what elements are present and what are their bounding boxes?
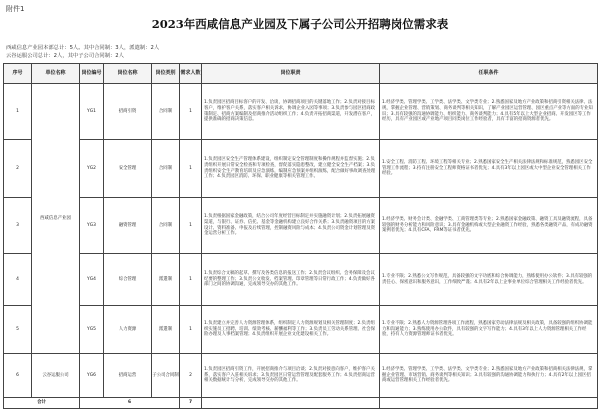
position-code: YG5 [80, 306, 104, 354]
header-cell: 岗位职责 [202, 64, 380, 84]
row-number: 1 [4, 84, 32, 140]
position-name: 招商引资 [104, 84, 152, 140]
position-count: 1 [180, 254, 202, 306]
header-cell: 单位名称 [32, 64, 80, 84]
position-duty: 1.负责根据国家金融政策，结合公司年度经营目标制定并实施融资计划；2.负责拓展融资渠道，与银行、证券、信托、基金等金融机构建立良好合作关系；3.负责融资项目的方案设计、资料准备、申报及后续管理，控制融资风险与成本；4.负责公司资金计划管理及资金运营分析工作。 [202, 198, 380, 254]
header-cell: 岗位编号 [80, 64, 104, 84]
row-number: 6 [4, 354, 32, 398]
position-duty: 1.负责园区安全生产管理体系建设，组织制定安全管理制度和操作规程并监督实施；2.负责组织开展日常安全检查和专项检查，督促落实隐患整改，建立健全安全生产档案；3.负责组织安全生产教育培训及应急演练，编制应急预案并组织演练，配合做好事故调查处理工作；4.负责园区消防、环保、职业健康等相关管理工作。 [202, 140, 380, 198]
position-requirement: 1.专业不限；2.熟悉人力资源管理各项工作流程，熟悉国家劳动法律法规及相关政策，具备较强的组织协调能力和沟通能力；3.熟练使用办公软件，具有较强的文字写作能力；4.具有3年以上人力资源管理相关工作经验，持有人力资源管理师证书者优先。 [380, 306, 598, 354]
total-blank [202, 398, 380, 409]
position-duty: 1.负责园区招商引资工作，开展招商推介与项目洽谈；2.负责对接意向客户，维护客户关系，落实客户入驻相关诉求；3.负责园区日常运营管理及配套服务工作；4.负责招商运营相关数据统计与分析，完成领导交办的其他工作。 [202, 354, 380, 398]
header-cell: 任职条件 [380, 64, 598, 84]
position-name: 安全管理 [104, 140, 152, 198]
position-name: 综合管理 [104, 254, 152, 306]
position-type: 派遣制 [152, 306, 180, 354]
position-count: 1 [180, 306, 202, 354]
position-type: 合同制 [152, 84, 180, 140]
position-type: 合同制 [152, 140, 180, 198]
position-duty: 1.负责园区招商目标客户的开发、洽谈，协调招商项目的关键落地工作；2.负责对接目标客户，维护客户关系，落实客户相关诉求，协调企业入园等事项；3.负责参与园区招商政策制定、招商方案编制及招商推介活动组织工作；4.负责开拓招商渠道，开发潜在客户，提供准确的招商决策信息。 [202, 84, 380, 140]
total-blank [380, 398, 598, 409]
position-requirement: 1.经济学类、管理学类、工学类、法学类、文学类专业；2.熟悉国家及地方产业政策和招商引资相关法律、法规，掌握企业管理、营销策划、商务谈判等相关知识，了解产业园区运营管理、园区重点产业等方面的专业知识；3.具有较强的沟通协调能力、组织能力、商务谈判能力；4.具有5年以上大型企业招商、开发园区等工作经历，具有产业园区或产业地产项目同类岗位工作经验者，具有丰富的招商资源者优先。 [380, 84, 598, 140]
position-requirement: 1.专业不限；2.熟悉公文写作规范，具备较强的文字功底和综合协调能力，熟练使用办公软件；3.具有较强的责任心、保密意识和服务意识，工作细致严谨；4.具有2年以上企事业单位综合管理相关工作经验者优先。 [380, 254, 598, 306]
summary-note-subsidiary: 云谷运服公司总计：2人，其中子公司合同制：2人 [6, 53, 124, 59]
position-count: 1 [180, 84, 202, 140]
position-name: 融资管理 [104, 198, 152, 254]
table-row [4, 140, 598, 198]
header-cell: 需求人数 [180, 64, 202, 84]
header-cell: 序号 [4, 64, 32, 84]
unit-name-subsidiary: 云谷运服公司 [32, 354, 80, 398]
table-row [4, 198, 598, 254]
position-code: YG3 [80, 198, 104, 254]
position-requirement: 1.安全工程、消防工程、环境工程等相关专业；2.熟悉国家安全生产相关法律法规和标准规范，熟悉园区安全管理工作流程；3.持有注册安全工程师资格证书者优先；4.具有3年以上园区或大中型企业安全管理相关工作经验。 [380, 140, 598, 198]
position-name: 招商运营 [104, 354, 152, 398]
position-count: 2 [180, 354, 202, 398]
unit-name-park: 西咸信息产业园 [32, 84, 80, 354]
table-header-row [4, 64, 598, 84]
row-number: 2 [4, 140, 32, 198]
position-duty: 1.负责综合文稿的起草、撰写及各类信息的报送工作；2.负责会议组织、会务保障及会议纪要的整理工作；3.负责公文收发、档案管理、印章管理等日常行政工作；4.负责做好各部门之间的协调沟通，完成领导交办的其他工作。 [202, 254, 380, 306]
total-label: 合计 [4, 398, 80, 409]
position-duty: 1.负责建立并完善人力资源管理体系，组织制定人力资源规划及相关管理制度；2.负责组织实施员工招聘、培训、绩效考核、薪酬福利等工作；3.负责员工劳动关系管理、社会保险办理及人事档案管理；4.负责组织开展企业文化建设相关工作。 [202, 306, 380, 354]
header-cell: 岗位类别 [152, 64, 180, 84]
table-row [4, 84, 598, 140]
page-title: 2023年西咸信息产业园及下属子公司公开招聘岗位需求表 [151, 17, 449, 31]
attachment-label: 附件1 [6, 5, 25, 13]
position-code: YG2 [80, 140, 104, 198]
table-row [4, 254, 598, 306]
summary-note-park: 西咸信息产业园本部总计：5人。其中合同制：3人，派遣制：2人 [6, 45, 160, 51]
position-code: YG1 [80, 84, 104, 140]
position-name: 人力资源 [104, 306, 152, 354]
position-type: 子公司合同制 [152, 354, 180, 398]
position-type: 合同制 [152, 198, 180, 254]
table-row [4, 354, 598, 398]
header-cell: 岗位名称 [104, 64, 152, 84]
position-type: 派遣制 [152, 254, 180, 306]
position-count: 1 [180, 198, 202, 254]
row-number: 5 [4, 306, 32, 354]
total-units: 6 [80, 398, 180, 409]
position-code: YG6 [80, 354, 104, 398]
position-requirement: 1.经济学类、财务会计类、金融学类、工商管理类等专业；2.熟悉国家金融政策、融资工具及融资流程，具备较强的财务分析能力和风险意识；3.具有金融机构或大型企业融资工作经验，熟悉各类融资产品，有成功融资案例者优先；4.具有CFA、FRM等证书者优先。 [380, 198, 598, 254]
total-count: 7 [180, 398, 202, 409]
row-number: 3 [4, 198, 32, 254]
position-count: 1 [180, 140, 202, 198]
position-requirement: 1.经济学类、管理学类、工学类、法学类、文学类专业；2.熟悉国家及地方产业政策和招商相关法律法规，掌握企业管理、市场营销、商务谈判等相关知识；3.具有较强的沟通协调能力和执行力；4.具有2年以上园区招商或运营管理相关工作经验者优先。 [380, 354, 598, 398]
total-row [4, 398, 598, 409]
table-row [4, 306, 598, 354]
position-code: YG4 [80, 254, 104, 306]
row-number: 4 [4, 254, 32, 306]
recruitment-table [3, 63, 598, 409]
